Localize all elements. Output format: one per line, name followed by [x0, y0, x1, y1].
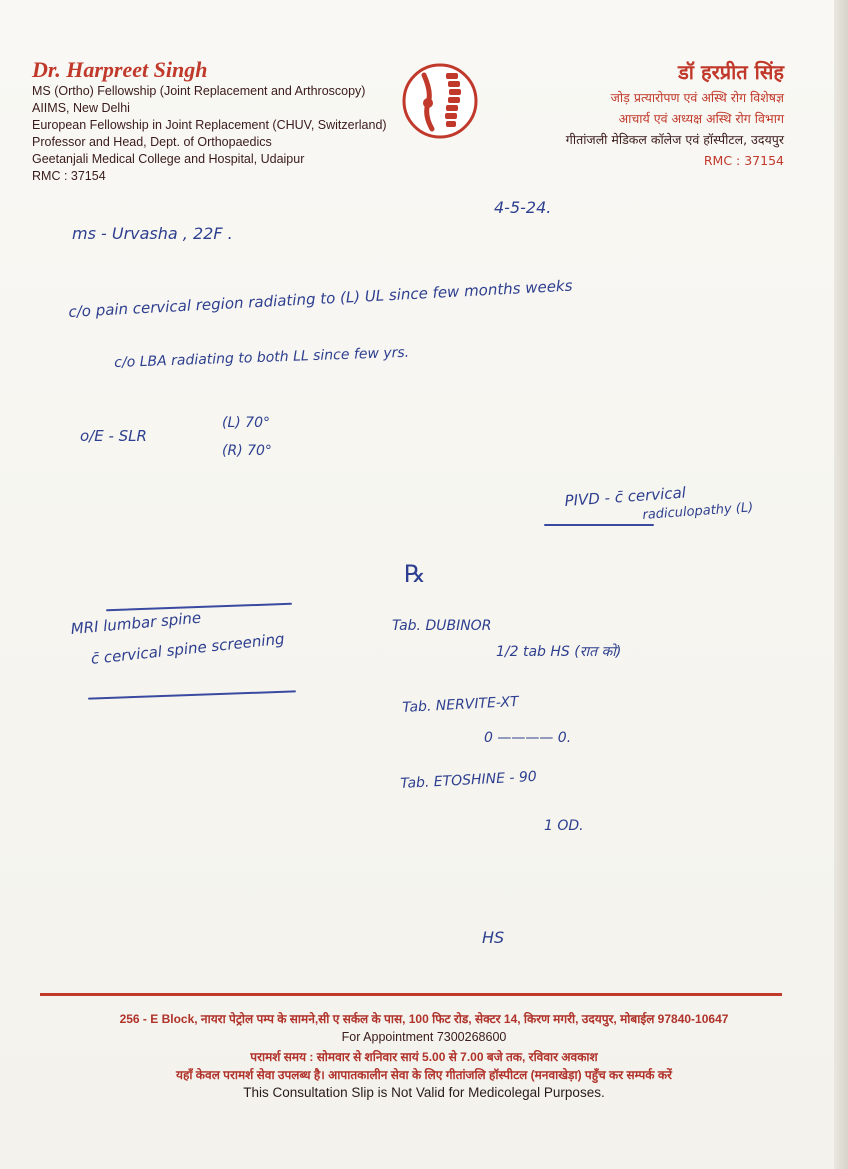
hindi-subtitle: आचार्य एवं अध्यक्ष अस्थि रोग विभाग [618, 111, 784, 126]
spine-knee-logo-icon [402, 63, 478, 139]
credential-line: AIIMS, New Delhi [32, 101, 130, 115]
complaint-line: c/o pain cervical region radiating to (L) UL since few months weeks [68, 276, 573, 321]
rx-item: Tab. NERVITE-XT [402, 693, 519, 716]
credential-line: Geetanjali Medical College and Hospital, Udaipur [32, 152, 305, 166]
rx-dose: 0 ———— 0. [484, 730, 572, 746]
consultation-timing: परामर्श समय : सोमवार से शनिवार सायं 5.00 से 7.00 बजे तक, रविवार अवकाश [250, 1050, 598, 1064]
hindi-subtitle: जोड़ प्रत्यारोपण एवं अस्थि रोग विशेषज्ञ [610, 90, 784, 105]
exam-left-slr: (L) 70° [222, 415, 270, 431]
medicolegal-disclaimer: This Consultation Slip is Not Valid for Medicolegal Purposes. [243, 1085, 605, 1100]
appointment-number: For Appointment 7300268600 [341, 1030, 507, 1044]
investigation-line: MRI lumbar spine [70, 608, 202, 638]
note-date: 4-5-24. [494, 198, 552, 217]
hindi-subtitle: गीतांजली मेडिकल कॉलेज एवं हॉस्पीटल, उदयपुर [565, 132, 784, 147]
investigation-line: c̄ cervical spine screening [90, 629, 286, 668]
registration-number-right: RMC : 37154 [703, 153, 784, 168]
underline-mark [544, 524, 654, 526]
diagnosis-line: radiculopathy (L) [642, 500, 754, 523]
exam-right-slr: (R) 70° [222, 443, 272, 459]
credential-line: MS (Ortho) Fellowship (Joint Replacement and Arthroscopy) [32, 84, 366, 98]
doctor-name-english: Dr. Harpreet Singh [32, 57, 208, 82]
credential-line: Professor and Head, Dept. of Orthopaedics [32, 135, 272, 149]
footer-divider [40, 993, 782, 996]
signature: HS [482, 928, 505, 947]
doctor-name-hindi: डॉ हरप्रीत सिंह [678, 60, 784, 84]
diagnosis-line: PIVD - c̄ cervical [564, 483, 687, 510]
paper-edge [834, 0, 848, 1169]
complaint-line: c/o LBA radiating to both LL since few yrs. [114, 344, 410, 371]
rx-dose: 1/2 tab HS (रात को) [496, 644, 622, 660]
exam-label: o/E - SLR [80, 427, 147, 445]
rx-symbol: ℞ [404, 560, 426, 588]
patient-name: ms - Urvasha , 22F . [72, 224, 233, 243]
rx-item: Tab. DUBINOR [392, 618, 492, 634]
clinic-address: 256 - E Block, नायरा पेट्रोल पम्प के सामने,सी ए सर्कल के पास, 100 फिट रोड, सेक्टर 14, किरण मगरी, उदयपुर, मोबाईल 97840-10647 [119, 1012, 729, 1026]
emergency-notice: यहाँ केवल परामर्श सेवा उपलब्ध है। आपातकालीन सेवा के लिए गीतांजलि हॉस्पीटल (मनवाखेड़ा) पहुँच कर सम्पर्क करें [176, 1068, 672, 1082]
arrow-mark [88, 690, 296, 699]
credential-line: European Fellowship in Joint Replacement (CHUV, Switzerland) [32, 118, 387, 132]
registration-number: RMC : 37154 [32, 169, 106, 183]
rx-item: Tab. ETOSHINE - 90 [400, 768, 538, 792]
rx-dose: 1 OD. [544, 818, 584, 834]
